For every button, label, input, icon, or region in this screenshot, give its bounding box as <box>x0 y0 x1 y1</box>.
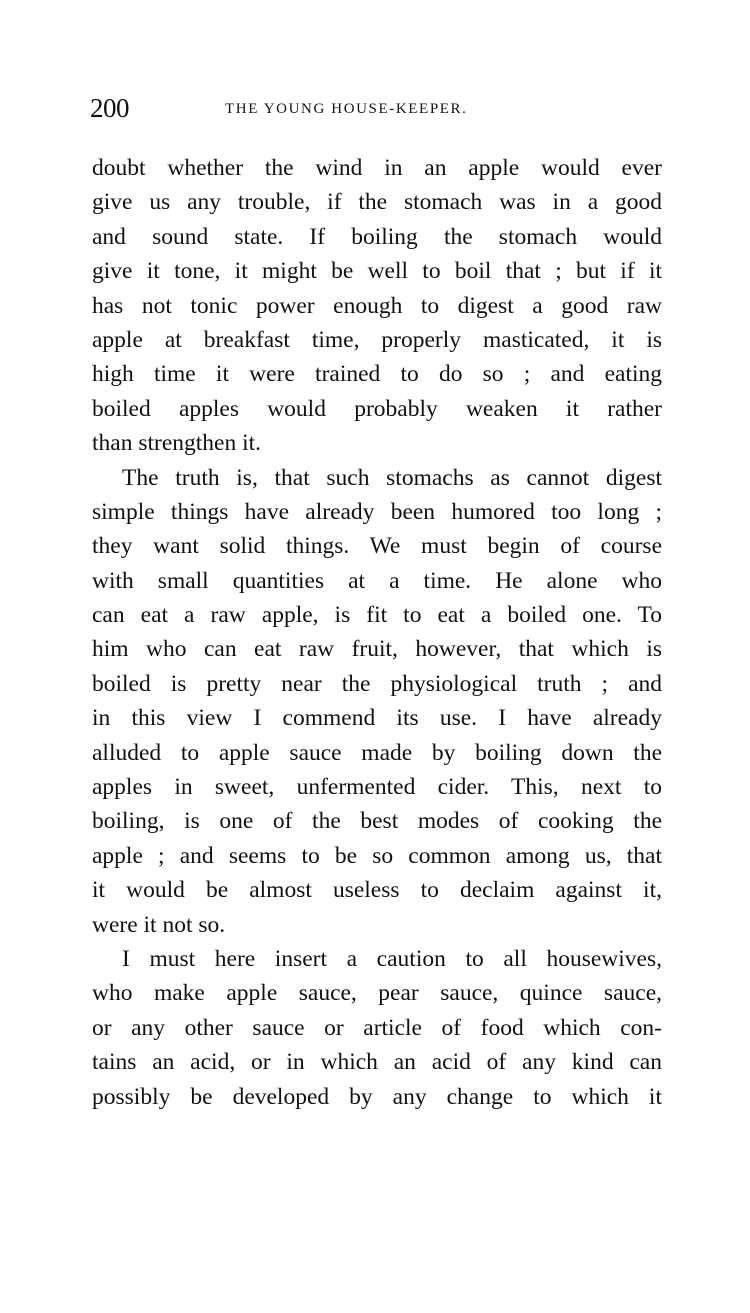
text-line: with small quantities at a time. He alone who <box>92 567 662 594</box>
text-line: simple things have already been humored too long ; <box>92 498 662 525</box>
text-line: it would be almost useless to declaim against it, <box>92 877 662 904</box>
text-line: in this view I commend its use. I have already <box>92 705 662 732</box>
text-line: can eat a raw apple, is fit to eat a boiled one. To <box>92 602 662 629</box>
text-line: boiled apples would probably weaken it rather <box>92 395 662 422</box>
text-line: give it tone, it might be well to boil that ; but if it <box>92 258 662 285</box>
text-line: boiled is pretty near the physiological truth ; and <box>92 670 662 697</box>
text-line: boiling, is one of the best modes of cooking the <box>92 808 662 835</box>
text-line: and sound state. If boiling the stomach would <box>92 223 662 250</box>
text-line: than strengthen it. <box>92 430 262 457</box>
page-number: 200 <box>90 93 129 123</box>
paragraph <box>92 942 662 1114</box>
text-line: apples in sweet, unfermented cider. This, next to <box>92 774 662 801</box>
text-line: high time it were trained to do so ; and eating <box>92 361 662 388</box>
text-line: doubt whether the wind in an apple would ever <box>92 155 662 181</box>
paragraph <box>92 151 662 461</box>
text-line: alluded to apple sauce made by boiling down the <box>92 739 662 766</box>
text-line: apple at breakfast time, properly masticated, it is <box>92 326 662 353</box>
text-line: has not tonic power enough to digest a good raw <box>92 292 662 319</box>
paragraph <box>92 461 662 942</box>
text-line: give us any trouble, if the stomach was in a good <box>92 189 662 216</box>
text-line: who make apple sauce, pear sauce, quince sauce, <box>92 980 662 1007</box>
running-head: THE YOUNG HOUSE-KEEPER. <box>225 101 468 117</box>
text-line: tains an acid, or in which an acid of any kind can <box>92 1049 662 1076</box>
text-line: or any other sauce or article of food which con- <box>92 1014 662 1041</box>
text-line: they want solid things. We must begin of course <box>92 533 662 560</box>
text-line: possibly be developed by any change to which it <box>92 1083 662 1110</box>
text-line: apple ; and seems to be so common among us, that <box>92 842 662 869</box>
text-line: were it not so. <box>92 911 226 938</box>
text-line: The truth is, that such stomachs as cannot digest <box>122 464 662 491</box>
text-line: I must here insert a caution to all housewives, <box>122 945 662 972</box>
text-line: him who can eat raw fruit, however, that which is <box>92 636 662 663</box>
body-text <box>92 151 662 1114</box>
